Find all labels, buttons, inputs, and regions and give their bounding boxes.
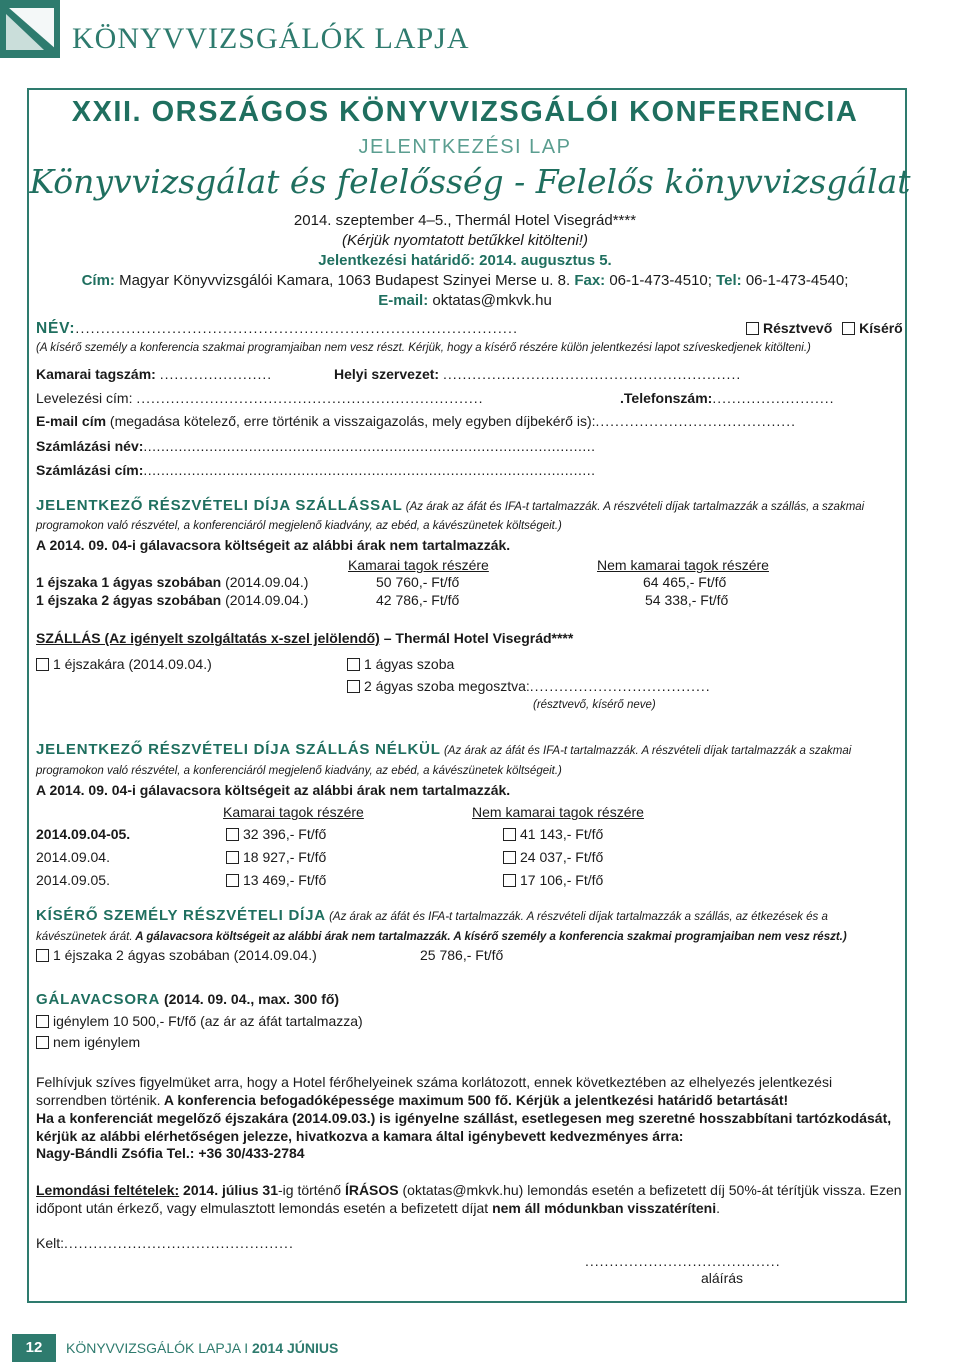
cancellation-text: (oktatas@mkvk.hu) lemondás esetén a befizetett díj 50%-át térítjük vissza. Ezen időpont után érkező, vagy elmulasztott lemondás esetén a befizetett díjat [36, 1182, 902, 1216]
gala-heading-line [36, 991, 339, 1008]
price-label: 41 143,- Ft/fő [520, 826, 604, 842]
participant-label: Résztvevő [763, 320, 833, 336]
signature-dots[interactable]: ........................................ [585, 1253, 781, 1269]
price-checkbox[interactable] [226, 874, 239, 887]
gala-heading: GÁLAVACSORA [36, 991, 161, 1008]
tel-label: Tel: [711, 272, 742, 289]
member-number-label: Kamarai tagszám: [36, 366, 156, 382]
companion-fee-heading: KÍSÉRŐ SZEMÉLY RÉSZVÉTELI DÍJA [36, 907, 326, 924]
phone-field[interactable] [620, 390, 835, 406]
companion-fee-section [36, 906, 898, 947]
email-field-dots: ......................................... [595, 413, 796, 429]
day-row-date: 2014.09.05. [36, 872, 110, 888]
day-price-member-option[interactable] [226, 872, 326, 888]
local-org-field[interactable] [334, 366, 741, 382]
logo-mark-icon [0, 0, 60, 58]
companion-room-label: 1 éjszaka 2 ágyas szobában (2014.09.04.) [53, 947, 317, 963]
phone-label: .Telefonszám: [620, 390, 713, 406]
email-field-note: (megadása kötelező, erre történik a visszaigazolás, mely egyben díjbekérő is): [106, 413, 596, 429]
companion-note: (A kísérő személy a konferencia szakmai programjaiban nem vesz részt. Kérjük, hogy a kísérő részére külön jelentkezési lapot szíveskedjenek kitölteni.) [36, 342, 811, 354]
day-row-date: 2014.09.04. [36, 849, 110, 865]
date-place: 2014. szeptember 4–5., Thermál Hotel Visegrád**** [293, 212, 637, 229]
extra-night-notice: Ha a konferenciát megelőző éjszakára (2014.09.03.) is igényelne szállást, esetlegesen meg szeretné hosszabbítani tartózkodását, kérjük az alábbi elérhetőségen jelezze, hivatkozva a kamara által igénybevett kedvezményes árra: [36, 1110, 892, 1144]
footer-publication [66, 1340, 338, 1356]
price-label: 13 469,- Ft/fő [243, 872, 327, 888]
mailing-address-label: Levelezési cím: [36, 390, 133, 406]
day-price-member-option[interactable] [226, 849, 326, 865]
double-room-dots: ..................................... [529, 678, 711, 694]
gala-yes-option[interactable] [36, 1013, 363, 1029]
fee-without-accommodation-note: (Az árak az áfát és IFA-t tartalmazzák. A részvételi díjak tartalmazzák a szakmai programokon való részvétel, a konferenciáról megjelenő kiadvány, az ebéd, a kávészünetek költségeit.) [36, 745, 852, 777]
gala-not-included-note: A 2014. 09. 04-i gálavacsora költségeit az alábbi árak nem tartalmazzák. [36, 537, 511, 553]
address: Magyar Könyvvizsgálói Kamara, 1063 Budapest Szinyei Merse u. 8. [114, 272, 571, 289]
member-number-field[interactable] [36, 366, 272, 382]
member-number-dots: ....................... [159, 366, 273, 382]
price-checkbox[interactable] [226, 851, 239, 864]
price-checkbox[interactable] [503, 874, 516, 887]
address-line [0, 272, 930, 289]
local-org-label: Helyi szervezet: [334, 366, 440, 382]
address-label: Cím: [81, 272, 115, 289]
day-price-nonmember-option[interactable] [503, 849, 603, 865]
lodging-heading-underlined: SZÁLLÁS (Az igényelt szolgáltatás x-szel jelölendő) [36, 630, 380, 646]
room-price-nonmember: 64 465,- Ft/fő [643, 574, 727, 590]
contact-person: Nagy-Bándli Zsófia Tel.: +36 30/433-2784 [36, 1145, 305, 1161]
double-room-note: (résztvevő, kísérő neve) [533, 699, 656, 711]
cancellation-label: Lemondási feltételek: [36, 1182, 180, 1198]
role-options [746, 320, 903, 336]
price-label: 32 396,- Ft/fő [243, 826, 327, 842]
room-row-label: 1 éjszaka 2 ágyas szobában [36, 592, 222, 608]
price-label: 17 106,- Ft/fő [520, 872, 604, 888]
footer-separator: I [244, 1340, 249, 1356]
date-label: Kelt: [36, 1235, 65, 1251]
gala-no-label: nem igénylem [53, 1034, 141, 1050]
billing-address-dots: ....................................................................................................... [143, 462, 596, 478]
cancellation-terms [36, 1181, 902, 1217]
email: oktatas@mkvk.hu [428, 292, 552, 309]
gala-not-included-note: A 2014. 09. 04-i gálavacsora költségeit az alábbi árak nem tartalmazzák. [36, 782, 511, 798]
room-row-date: (2014.09.04.) [221, 574, 309, 590]
billing-address-field[interactable] [36, 462, 596, 478]
companion-room-checkbox[interactable] [36, 949, 49, 962]
billing-name-label: Számlázási név: [36, 438, 144, 454]
room-price-member: 50 760,- Ft/fő [376, 574, 460, 590]
page-number: 12 [12, 1334, 56, 1362]
price-label: 18 927,- Ft/fő [243, 849, 327, 865]
day-price-nonmember-option[interactable] [503, 872, 603, 888]
double-room-option[interactable] [347, 678, 711, 694]
email-line [0, 292, 930, 309]
deadline: Jelentkezési határidő: 2014. augusztus 5. [318, 252, 612, 269]
double-room-checkbox[interactable] [347, 680, 360, 693]
cancellation-written: ÍRÁSOS [344, 1182, 399, 1198]
cancellation-date: 2014. július 31 [179, 1182, 278, 1198]
cancellation-text: -ig történő [278, 1182, 345, 1198]
email-field[interactable] [36, 413, 796, 429]
masthead-title: KÖNYVVIZSGÁLÓK LAPJA [72, 22, 470, 55]
single-room-label: 1 ágyas szoba [364, 656, 455, 672]
price-checkbox[interactable] [226, 828, 239, 841]
room-price-member: 42 786,- Ft/fő [376, 592, 460, 608]
lodging-heading [36, 630, 573, 646]
gala-yes-label: igénylem 10 500,- Ft/fő (az ár az áfát tartalmazza) [53, 1013, 363, 1029]
footer-title: KÖNYVVIZSGÁLÓK LAPJA [66, 1340, 245, 1356]
participant-checkbox[interactable] [746, 322, 759, 335]
fax-label: Fax: [570, 272, 606, 289]
capacity-notice-text: Felhívjuk szíves figyelmüket arra, hogy a Hotel férőhelyeinek száma korlátozott, ennek következtében az elhelyezés jelentkezési sorrendben történik. [36, 1074, 833, 1108]
room-row-double [36, 592, 308, 608]
room-row-single [36, 574, 308, 590]
single-room-checkbox[interactable] [347, 658, 360, 671]
signature-label: aláírás [701, 1270, 744, 1286]
masthead-header [0, 0, 960, 64]
print-note: (Kérjük nyomtatott betűkkel kitölteni!) [342, 232, 588, 249]
email-label: E-mail: [378, 292, 429, 309]
nonmember-column-header: Nem kamarai tagok részére [597, 557, 769, 573]
member-column-header: Kamarai tagok részére [348, 557, 489, 573]
lodging-heading-hotel: – Thermál Hotel Visegrád**** [379, 630, 574, 646]
tel: 06-1-473-4540; [741, 272, 849, 289]
fee-with-accommodation-note: (Az árak az áfát és IFA-t tartalmazzák. A részvételi díjak tartalmazzák a szállás, a szakmai programokon való részvétel, a konferenciáról megjelenő kiadvány, az ebéd, a kávészünetek költségeit.) [36, 501, 865, 532]
gala-no-option[interactable] [36, 1034, 140, 1050]
companion-fee-note-bold: A gálavacsora költségeit az alábbi árak nem tartalmazzák. A kísérő személy a konferencia szakmai programjaiban nem vesz részt.) [132, 931, 847, 943]
room-row-date: (2014.09.04.) [221, 592, 309, 608]
email-field-label: E-mail cím [36, 413, 107, 429]
date-dots: ............................................... [64, 1235, 294, 1251]
room-price-nonmember: 54 338,- Ft/fő [645, 592, 729, 608]
billing-address-label: Számlázási cím: [36, 462, 144, 478]
cancellation-no-refund: nem áll módunkban visszatéríteni [492, 1200, 717, 1216]
gala-detail: (2014. 09. 04., max. 300 fő) [160, 991, 340, 1007]
fax: 06-1-473-4510; [605, 272, 712, 289]
conference-motto: Könyvvizsgálat és felelősség - Felelős könyvvizsgálat [29, 162, 911, 201]
mailing-address-field[interactable] [36, 390, 484, 406]
date-field[interactable] [36, 1235, 294, 1251]
gala-yes-checkbox[interactable] [36, 1015, 49, 1028]
companion-checkbox[interactable] [842, 322, 855, 335]
double-room-label: 2 ágyas szoba megosztva: [364, 678, 530, 694]
one-night-option[interactable] [36, 656, 212, 672]
single-room-option[interactable] [347, 656, 454, 672]
name-dots: ....................................................................................... [75, 320, 519, 336]
name-field[interactable] [36, 320, 518, 338]
member-column-header: Kamarai tagok részére [223, 804, 364, 820]
room-row-label: 1 éjszaka 1 ágyas szobában [36, 574, 222, 590]
conference-title: XXII. ORSZÁGOS KÖNYVVIZSGÁLÓI KONFERENCIA [71, 96, 859, 128]
price-checkbox[interactable] [503, 851, 516, 864]
price-label: 24 037,- Ft/fő [520, 849, 604, 865]
fee-without-accommodation-section [36, 740, 898, 781]
gala-no-checkbox[interactable] [36, 1036, 49, 1049]
fee-with-accommodation-heading: JELENTKEZŐ RÉSZVÉTELI DÍJA SZÁLLÁSSAL [36, 497, 403, 514]
local-org-dots: ............................................................. [442, 366, 742, 382]
name-label: NÉV: [36, 320, 76, 337]
logo [0, 0, 60, 58]
cancellation-text: . [716, 1200, 721, 1216]
price-checkbox[interactable] [503, 828, 516, 841]
fee-without-accommodation-heading: JELENTKEZŐ RÉSZVÉTELI DÍJA SZÁLLÁS NÉLKÜL [36, 741, 441, 758]
companion-room-option[interactable] [36, 947, 317, 963]
capacity-notice [36, 1073, 900, 1109]
one-night-label: 1 éjszakára (2014.09.04.) [53, 656, 212, 672]
form-subtitle: JELENTKEZÉSI LAP [358, 136, 572, 158]
day-row-date: 2014.09.04-05. [36, 826, 131, 842]
capacity-notice-bold: A konferencia befogadóképessége maximum 500 fő. Kérjük a jelentkezési határidő betartását! [160, 1092, 789, 1108]
footer-issue: 2014 JÚNIUS [248, 1340, 339, 1356]
companion-label: Kísérő [859, 320, 903, 336]
companion-fee-note: (Az árak az áfát és IFA-t tartalmazzák. A részvételi díjak tartalmazzák a szállás, az étkezések és a kávészünetek árát. [36, 911, 828, 943]
one-night-checkbox[interactable] [36, 658, 49, 671]
phone-dots: ......................... [712, 390, 835, 406]
day-price-nonmember-option[interactable] [503, 826, 603, 842]
mailing-address-dots: ....................................................................... [136, 390, 484, 406]
billing-name-field[interactable] [36, 438, 596, 454]
companion-room-price: 25 786,- Ft/fő [420, 947, 504, 963]
fee-with-accommodation-section [36, 496, 898, 536]
day-price-member-option[interactable] [226, 826, 326, 842]
nonmember-column-header: Nem kamarai tagok részére [472, 804, 644, 820]
billing-name-dots: ....................................................................................................... [143, 438, 596, 454]
